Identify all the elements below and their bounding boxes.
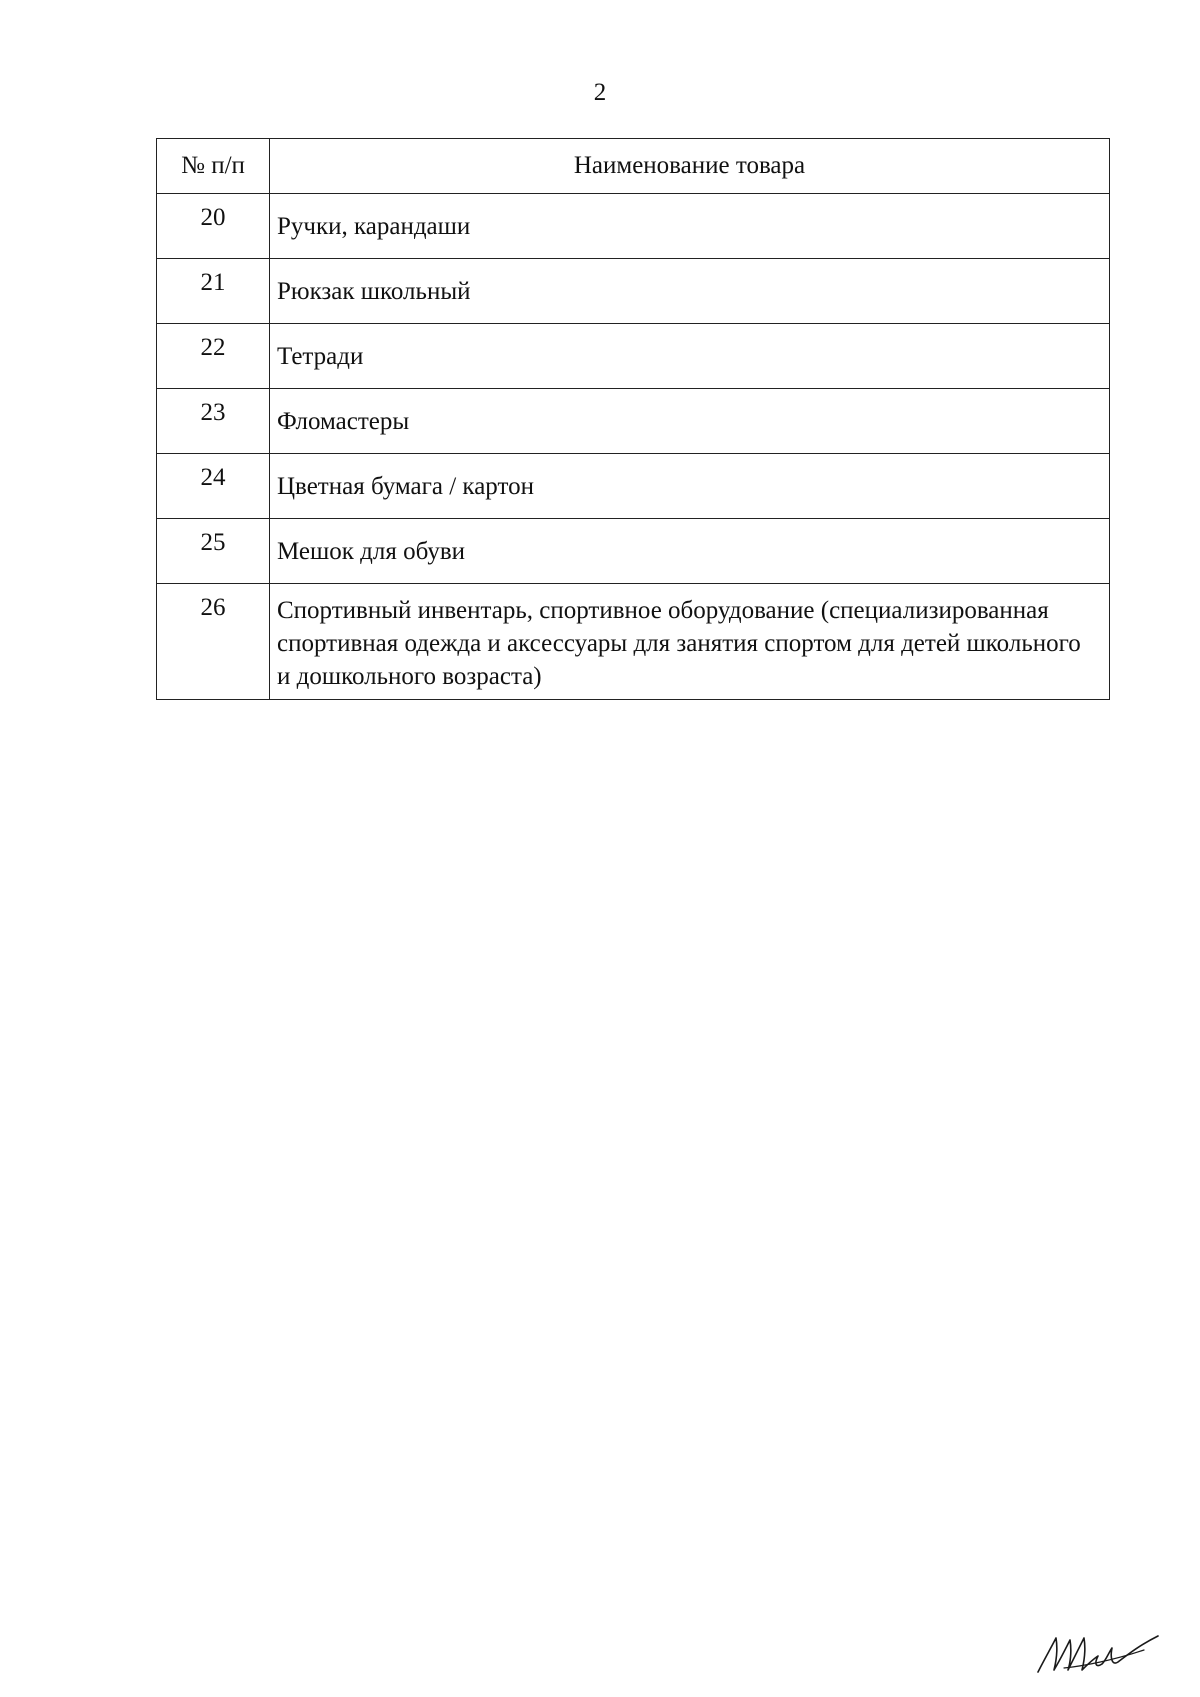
row-number-cell: 21: [157, 259, 270, 324]
row-number-cell: 22: [157, 324, 270, 389]
row-name-cell: Цветная бумага / картон: [270, 454, 1110, 519]
page-number: 2: [593, 79, 607, 106]
header-number-cell: № п/п: [157, 139, 270, 194]
table-row: [157, 454, 1110, 519]
row-name-cell: Фломастеры: [270, 389, 1110, 454]
table-row: [157, 259, 1110, 324]
table-row: [157, 194, 1110, 259]
handwritten-signature-icon: [1034, 1620, 1164, 1680]
row-number-cell: 20: [157, 194, 270, 259]
table-row: [157, 389, 1110, 454]
row-number-cell: 26: [157, 584, 270, 700]
row-number-cell: 25: [157, 519, 270, 584]
goods-table: [156, 138, 1110, 700]
table-row: [157, 519, 1110, 584]
table-row: [157, 324, 1110, 389]
row-number-cell: 24: [157, 454, 270, 519]
row-name-cell: Ручки, карандаши: [270, 194, 1110, 259]
row-name-cell: Рюкзак школьный: [270, 259, 1110, 324]
row-name-cell: Тетради: [270, 324, 1110, 389]
row-name-cell: Мешок для обуви: [270, 519, 1110, 584]
row-name-cell: Спортивный инвентарь, спортивное оборудование (специализированная спортивная одежда и аксессуары для занятия спортом для детей школьного и дошкольного возраста): [270, 584, 1110, 700]
table-header-row: [157, 139, 1110, 194]
header-name-cell: Наименование товара: [270, 139, 1110, 194]
row-number-cell: 23: [157, 389, 270, 454]
table-row: [157, 584, 1110, 700]
